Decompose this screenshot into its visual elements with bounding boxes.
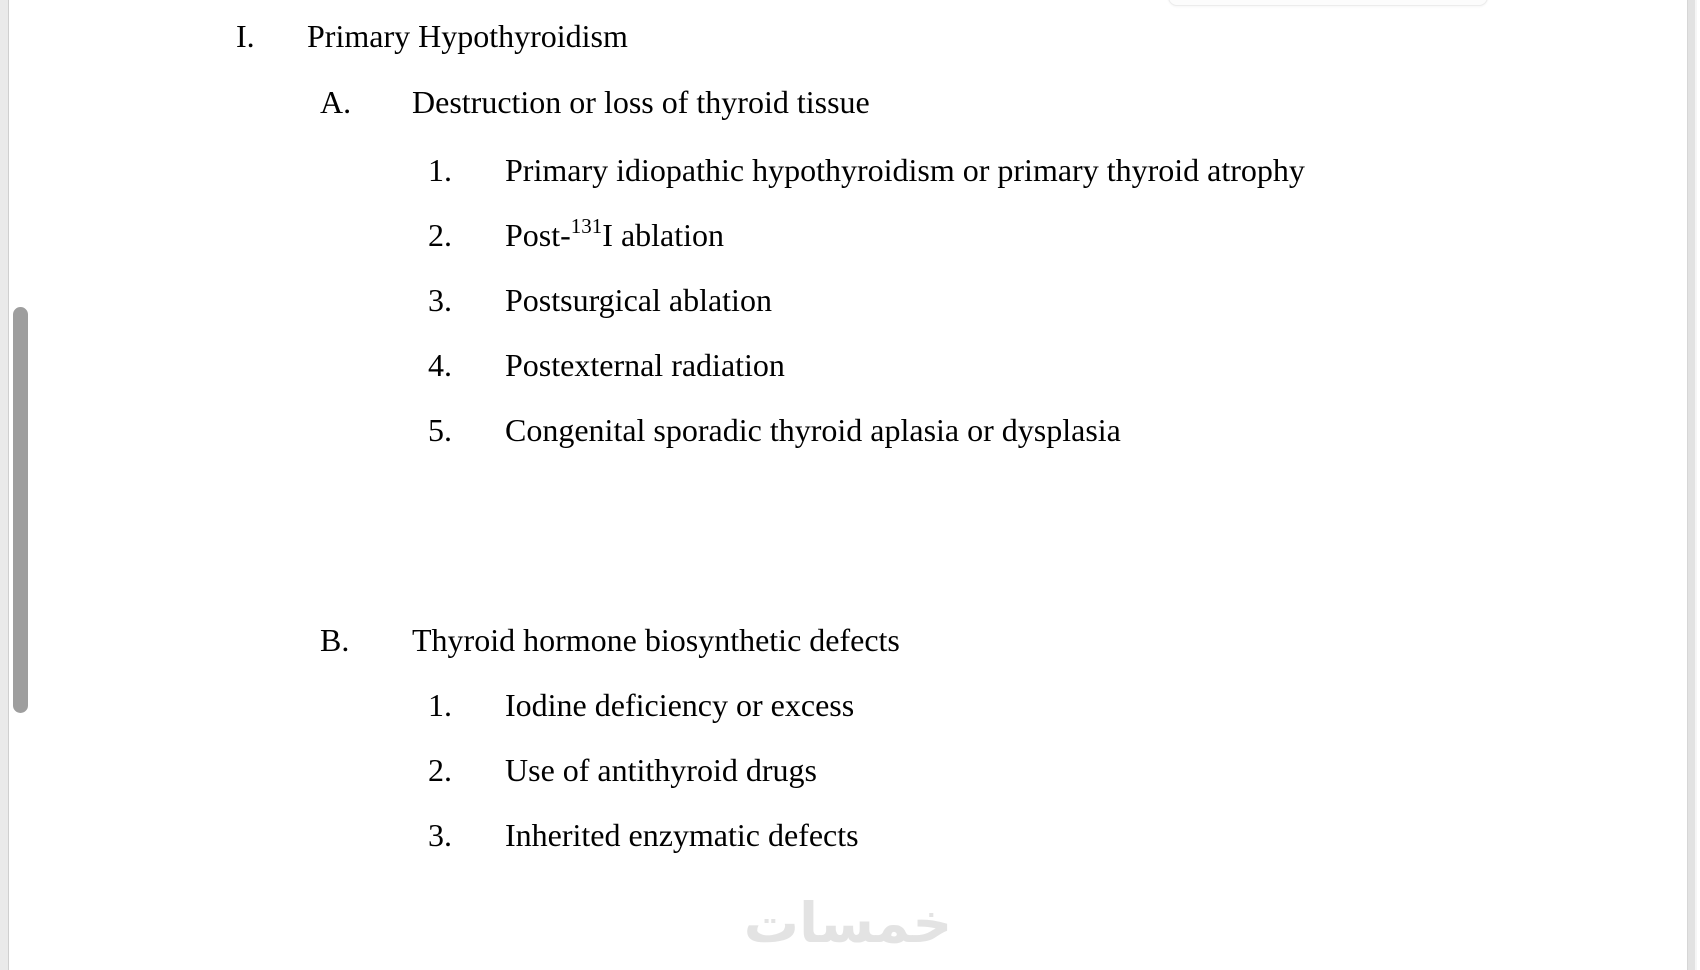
outline-text: Congenital sporadic thyroid aplasia or dysplasia — [505, 412, 1121, 448]
outline-marker: I. — [236, 18, 255, 54]
outline-marker: 3. — [428, 282, 452, 318]
outline-marker: 1. — [428, 687, 452, 723]
outline-row — [0, 332, 1700, 398]
outline-marker: 2. — [428, 217, 452, 253]
outline-row — [0, 137, 1700, 203]
outline-row — [0, 69, 1700, 135]
outline-row — [0, 737, 1700, 803]
outline-row — [0, 267, 1700, 333]
outline-row — [0, 3, 1700, 69]
outline-marker: 1. — [428, 152, 452, 188]
outline-text: Postexternal radiation — [505, 347, 785, 383]
outline-marker: B. — [320, 622, 350, 658]
outline-row — [0, 397, 1700, 463]
outline-marker: 4. — [428, 347, 452, 383]
outline-text: Inherited enzymatic defects — [505, 817, 859, 853]
outline-text: Iodine deficiency or excess — [505, 687, 855, 723]
outline-text: Destruction or loss of thyroid tissue — [412, 84, 870, 120]
isotope-superscript: 131 — [570, 214, 603, 238]
outline-text: Post-$^{131}$I ablation — [505, 214, 725, 253]
outline-text: Postsurgical ablation — [505, 282, 772, 318]
outline-row — [0, 672, 1700, 738]
outline-row — [0, 802, 1700, 868]
outline-row — [0, 607, 1700, 673]
outline-text: Primary idiopathic hypothyroidism or primary thyroid atrophy — [505, 152, 1305, 188]
outline-row — [0, 202, 1700, 268]
outline-marker: 5. — [428, 412, 452, 448]
outline-text: Thyroid hormone biosynthetic defects — [412, 622, 900, 658]
khamsat-watermark: خمسات — [743, 891, 953, 955]
outline-text: Primary Hypothyroidism — [307, 18, 628, 54]
outline-marker: A. — [320, 84, 352, 120]
outline-marker: 3. — [428, 817, 452, 853]
outline-text: Use of antithyroid drugs — [505, 752, 817, 788]
outline-marker: 2. — [428, 752, 452, 788]
